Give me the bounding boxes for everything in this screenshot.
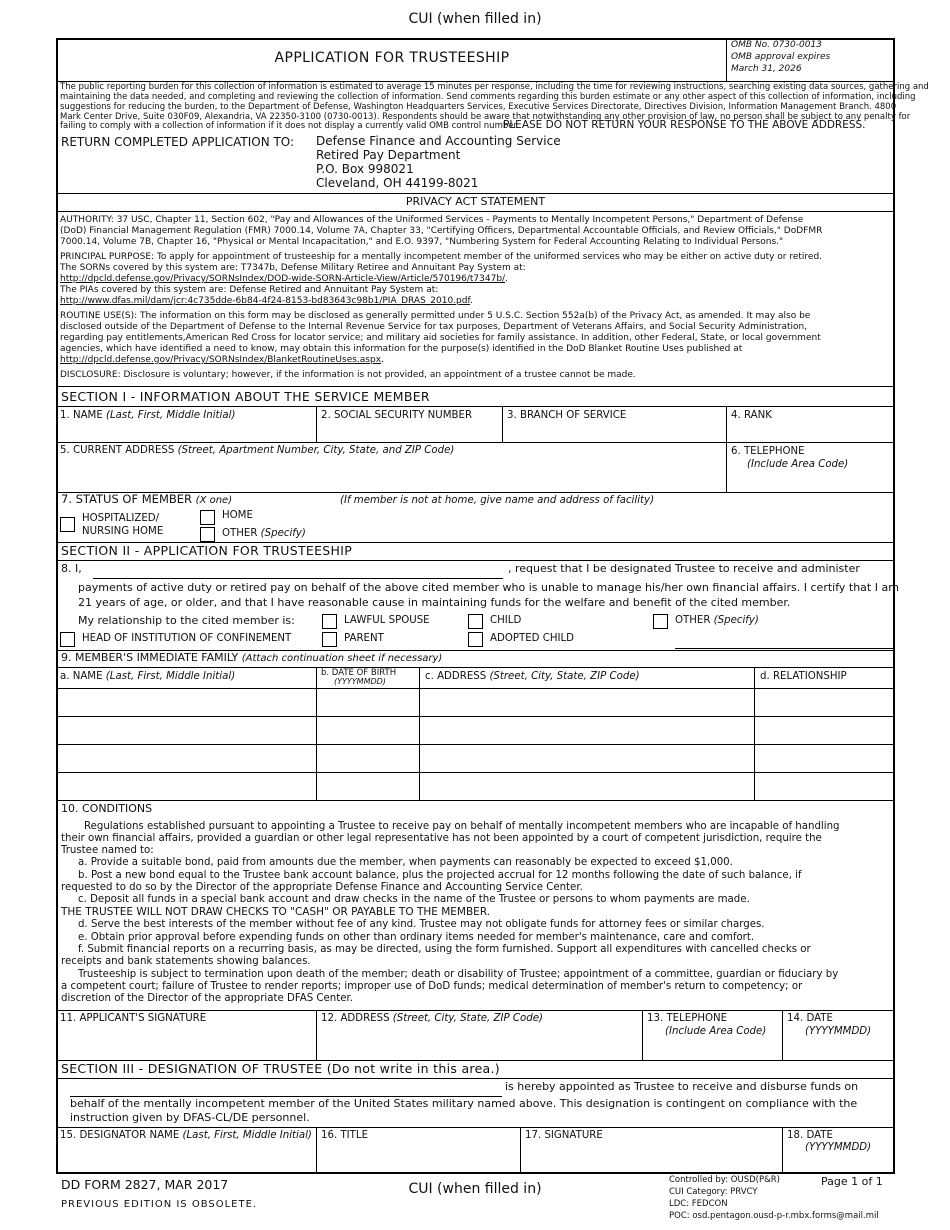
lawful-spouse-checkbox[interactable]	[322, 614, 337, 629]
table-row[interactable]	[58, 689, 893, 716]
label-hint: (Last, First, Middle Initial)	[182, 1130, 312, 1141]
other-relationship-label	[675, 615, 759, 626]
divider	[57, 386, 894, 387]
adopted-child-label: ADOPTED CHILD	[490, 633, 575, 644]
label-hint: (Specify)	[713, 615, 759, 626]
child-checkbox[interactable]	[468, 614, 483, 629]
item8-text: payments of active duty or retired pay on behalf of the above cited member who is unable to manage his/her own financial affairs. I certify that I am	[78, 581, 899, 594]
designator-date-label: 18. DATE	[787, 1130, 833, 1141]
phone-label: 6. TELEPHONE	[731, 446, 805, 457]
family-label	[61, 652, 442, 664]
label-text: a. NAME	[60, 671, 103, 682]
privacy-routine: agencies, which have identified a need to know, may obtain this information for the purpose(s) identified in the DoD Blanket Routine Uses published at	[60, 344, 743, 354]
table-row[interactable]	[58, 773, 893, 800]
label-hint: (Street, City, State, ZIP Code)	[489, 671, 640, 682]
rank-label: 4. RANK	[731, 410, 772, 421]
condition-d: d. Serve the best interests of the member without fee of any kind. Trustee may not obligate funds for attorney fees or similar charges.	[78, 919, 765, 930]
privacy-purpose: The PIAs covered by this system are: Defense Retired and Annuitant Pay System at:	[60, 285, 439, 295]
branch-field[interactable]	[504, 424, 726, 442]
obsolete-note: PREVIOUS EDITION IS OBSOLETE.	[61, 1199, 258, 1210]
adopted-child-checkbox[interactable]	[468, 632, 483, 647]
divider	[726, 39, 727, 81]
privacy-authority: (DoD) Financial Management Regulation (FMR) 7000.14, Volume 7A, Chapter 33, "Certifying Officers, Departmental Accountable Officials, and Review Officials," DoDFMR	[60, 226, 823, 236]
member-name-label	[60, 410, 235, 421]
home-label: HOME	[222, 510, 253, 521]
status-note: (If member is not at home, give name and address of facility)	[340, 495, 655, 506]
routine-link-text[interactable]: http://dpcld.defense.gov/Privacy/SORNsIndex/BlanketRoutineUses.aspx	[60, 355, 382, 365]
label-text: c. ADDRESS	[425, 671, 487, 682]
divider	[520, 1127, 521, 1173]
phone-hint: (Include Area Code)	[747, 459, 849, 470]
routine-link[interactable]: http://dpcld.defense.gov/Privacy/SORNsIndex/BlanketRoutineUses.aspx.	[60, 355, 384, 365]
applicant-phone-field[interactable]	[644, 1040, 782, 1059]
designator-title-label: 16. TITLE	[321, 1130, 369, 1141]
condition-b: requested to do so by the Director of the appropriate Defense Finance and Accounting Service Center.	[61, 882, 583, 893]
appoint-text: is hereby appointed as Trustee to receive and disburse funds on	[505, 1080, 859, 1093]
privacy-disclosure: DISCLOSURE: Disclosure is voluntary; however, if the information is not provided, an appointment of a trustee cannot be made.	[60, 370, 636, 380]
divider	[57, 1127, 894, 1128]
lawful-spouse-label: LAWFUL SPOUSE	[344, 615, 430, 626]
divider	[57, 1010, 894, 1011]
relationship-label: My relationship to the cited member is:	[78, 614, 295, 627]
pia-link-text[interactable]: http://www.dfas.mil/dam/jcr:4c735dde-6b84-4f24-8153-bd83643c98b1/PIA_DRAS_2010.pdf	[60, 296, 470, 306]
condition-b: b. Post a new bond equal to the Trustee bank account balance, plus the projected accrual for 12 months following the date of such balance, if	[78, 870, 802, 881]
head-institution-checkbox[interactable]	[60, 632, 75, 647]
applicant-name-field[interactable]	[93, 562, 503, 578]
home-checkbox[interactable]	[200, 510, 215, 525]
do-not-return: PLEASE DO NOT RETURN YOUR RESPONSE TO THE ABOVE ADDRESS.	[503, 119, 866, 131]
divider	[726, 406, 727, 442]
head-institution-label: HEAD OF INSTITUTION OF CONFINEMENT	[82, 633, 292, 644]
burden-text: suggestions for reducing the burden, to the Department of Defense, Washington Headquarters Services, Executive Services Directorate, Directives Division, Information Management Branch. 4800	[60, 102, 897, 112]
trustee-name-field[interactable]	[70, 1080, 502, 1096]
privacy-routine: disclosed outside of the Department of Defense to the Internal Revenue Service for tax purposes, Department of Veterans Affairs, and Social Security Administration,	[60, 322, 808, 332]
conditions-text: Regulations established pursuant to appointing a Trustee to receive pay on behalf of mentally incompetent members who are incapable of handling	[84, 821, 840, 832]
parent-label: PARENT	[344, 633, 384, 644]
designator-date-field[interactable]	[784, 1155, 893, 1172]
applicant-date-field[interactable]	[784, 1040, 893, 1059]
privacy-authority: 7000.14, Volume 7B, Chapter 16, "Physical or Mental Incapacitation," and E.O. 9397, "Numbering System for Federal Accounting Relating to Individual Persons."	[60, 237, 784, 247]
form-title: APPLICATION FOR TRUSTEESHIP	[274, 50, 510, 66]
omb-date: March 31, 2026	[731, 64, 802, 74]
col-relationship-header: d. RELATIONSHIP	[760, 671, 847, 682]
phone-field[interactable]	[728, 472, 893, 491]
member-name-field[interactable]	[58, 424, 316, 442]
ssn-field[interactable]	[318, 424, 502, 442]
cui-banner-top: CUI (when filled in)	[408, 11, 542, 27]
conditions-text: their own financial affairs, provided a guardian or other legal representative has not been appointed by a court of competent jurisdiction, require the	[61, 833, 822, 844]
condition-e: e. Obtain prior approval before expending funds on other than ordinary items needed for member's maintenance, care and comfort.	[78, 932, 755, 943]
name-underline	[93, 578, 503, 579]
applicant-date-hint: (YYYYMMDD)	[805, 1026, 872, 1037]
col-dob-header: b. DATE OF BIRTH	[321, 668, 397, 678]
return-line: Cleveland, OH 44199-8021	[316, 176, 479, 190]
ldc: LDC: FEDCON	[669, 1199, 728, 1209]
branch-label: 3. BRANCH OF SERVICE	[507, 410, 627, 421]
other-status-label	[222, 528, 306, 539]
sorn-link-text[interactable]: http://dpcld.defense.gov/Privacy/SORNsIndex/DOD-wide-SORN-Article-View/Article/570196/t7347b/	[60, 274, 506, 284]
label-text: 15. DESIGNATOR NAME	[60, 1130, 180, 1141]
condition-f: receipts and bank statements showing balances.	[61, 956, 311, 967]
rank-field[interactable]	[728, 424, 893, 442]
divider	[782, 1010, 783, 1060]
item8-tail: , request that I be designated Trustee to receive and administer	[508, 562, 860, 575]
label-text: OTHER	[675, 615, 711, 626]
privacy-routine: ROUTINE USE(S): The information on this form may be disclosed as generally permitted under 5 U.S.C. Section 552a(b) of the Privacy Act, as amended. It may also be	[60, 311, 811, 321]
divider	[57, 667, 894, 668]
ssn-label: 2. SOCIAL SECURITY NUMBER	[321, 410, 473, 421]
sorn-link[interactable]: http://dpcld.defense.gov/Privacy/SORNsIndex/DOD-wide-SORN-Article-View/Article/570196/t7347b/.	[60, 274, 508, 284]
address-field[interactable]	[58, 458, 726, 491]
divider	[726, 442, 727, 492]
poc: POC: osd.pentagon.ousd-p-r.mbx.forms@mail.mil	[669, 1211, 879, 1221]
parent-checkbox[interactable]	[322, 632, 337, 647]
other-relationship-checkbox[interactable]	[653, 614, 668, 629]
signature-label: 11. APPLICANT'S SIGNATURE	[60, 1013, 207, 1024]
label-text: OTHER	[222, 528, 258, 539]
label-text: 7. STATUS OF MEMBER	[61, 492, 193, 506]
applicant-address-label	[321, 1013, 543, 1024]
applicant-phone-label: 13. TELEPHONE	[647, 1013, 728, 1024]
label-text: 12. ADDRESS	[321, 1013, 390, 1024]
divider	[316, 406, 317, 442]
cui-category: CUI Category: PRVCY	[669, 1187, 758, 1197]
divider	[57, 442, 894, 443]
divider	[316, 1127, 317, 1173]
other-underline	[675, 648, 893, 649]
designator-title-field[interactable]	[318, 1143, 520, 1172]
divider	[57, 1078, 894, 1079]
designator-date-hint: (YYYYMMDD)	[805, 1142, 872, 1153]
applicant-phone-hint: (Include Area Code)	[665, 1026, 767, 1037]
applicant-date-label: 14. DATE	[787, 1013, 833, 1024]
divider	[502, 406, 503, 442]
omb-approval: OMB approval expires	[731, 52, 831, 62]
hospitalized-label: HOSPITALIZED/	[82, 513, 160, 524]
privacy-routine: regarding pay entitlements,American Red Cross for locator service; and military aid societies for family assistance. In addition, other Federal, State, or local government	[60, 333, 821, 343]
divider	[57, 406, 894, 407]
form-id: DD FORM 2827, MAR 2017	[61, 1177, 229, 1192]
condition-c: c. Deposit all funds in a special bank account and draw checks in the name of the Trustee or persons to whom payments are made.	[78, 894, 750, 905]
address-label	[60, 445, 454, 456]
hospitalized-label: NURSING HOME	[82, 526, 164, 537]
condition-f: f. Submit financial reports on a recurring basis, as may be directed, using the form furnished. Support all expenditures with cancelled checks or	[78, 944, 811, 955]
facility-field[interactable]	[340, 508, 893, 541]
label-hint: (Street, City, State, ZIP Code)	[392, 1013, 543, 1024]
designator-name-field[interactable]	[58, 1143, 316, 1172]
omb-number: OMB No. 0730-0013	[731, 40, 822, 50]
col-address-header	[425, 671, 640, 682]
divider	[316, 1010, 317, 1060]
label-hint: (Last, First, Middle Initial)	[105, 671, 236, 682]
divider	[642, 1010, 643, 1060]
table-row[interactable]	[58, 717, 893, 744]
label-text: 1. NAME	[60, 410, 103, 421]
label-hint: (Last, First, Middle Initial)	[106, 410, 236, 421]
termination-text: a competent court; failure of Trustee to render reports; improper use of DoD funds; medical determination of member's return to competency; or	[61, 981, 803, 992]
return-line: Defense Finance and Accounting Service	[316, 134, 561, 148]
designator-signature-label: 17. SIGNATURE	[525, 1130, 603, 1141]
label-text: 9. MEMBER'S IMMEDIATE FAMILY	[61, 651, 239, 664]
designator-signature-field[interactable]	[522, 1143, 782, 1172]
burden-text: The public reporting burden for this collection of information is estimated to average 15 minutes per response, including the time for reviewing instructions, searching existing data sources, gathering and	[60, 82, 929, 92]
conditions-text: Trustee named to:	[61, 845, 154, 856]
applicant-signature-field[interactable]	[58, 1026, 316, 1059]
applicant-address-field[interactable]	[318, 1026, 642, 1059]
condition-a: a. Provide a suitable bond, paid from amounts due the member, when payments can reasonably be expected to exceed $1,000.	[78, 857, 733, 868]
item8-text: 21 years of age, or older, and that I have reasonable cause in maintaining funds for the welfare and benefit of the cited member.	[78, 596, 791, 609]
burden-text: maintaining the data needed, and completing and reviewing the collection of information. Send comments regarding this burden estimate or any other aspect of this collection of information, including	[60, 92, 916, 102]
item8-prefix: 8. I,	[61, 562, 82, 575]
appoint-text: behalf of the mentally incompetent member of the United States military named above. This designation is contingent on compliance with the	[70, 1097, 858, 1110]
burden-text: failing to comply with a collection of information if it does not display a currently valid OMB control number.	[60, 121, 519, 131]
col-name-header	[60, 671, 235, 682]
designator-label	[60, 1130, 312, 1141]
section3-title: SECTION III - DESIGNATION OF TRUSTEE (Do not write in this area.)	[61, 1061, 500, 1076]
hospitalized-checkbox[interactable]	[60, 517, 75, 532]
divider	[57, 560, 894, 561]
privacy-title: PRIVACY ACT STATEMENT	[405, 195, 546, 208]
other-status-checkbox[interactable]	[200, 527, 215, 542]
burden-text: Mark Center Drive, Suite 030F09, Alexandria, VA 22350-3100 (0730-0013). Respondents should be aware that notwithstanding any other provision of law, no person shall be subject to any penalty for	[60, 112, 911, 122]
divider	[782, 1127, 783, 1173]
label-hint: (Attach continuation sheet if necessary)	[241, 653, 443, 664]
termination-text: Trusteeship is subject to termination upon death of the member; death or disability of Trustee; appointment of a committee, guardian or fiduciary by	[78, 969, 839, 980]
label-text: 5. CURRENT ADDRESS	[60, 445, 175, 456]
table-row[interactable]	[58, 745, 893, 772]
termination-text: discretion of the Director of the appropriate DFAS Center.	[61, 993, 354, 1004]
cui-banner-bottom: CUI (when filled in)	[408, 1181, 542, 1197]
return-line: P.O. Box 998021	[316, 162, 414, 176]
divider	[57, 800, 894, 801]
divider	[57, 193, 894, 194]
section1-title: SECTION I - INFORMATION ABOUT THE SERVICE MEMBER	[61, 389, 430, 404]
label-hint: (X one)	[195, 495, 233, 506]
controlled-by: Controlled by: OUSD(P&R)	[669, 1175, 780, 1185]
divider	[57, 211, 894, 212]
privacy-purpose: The SORNs covered by this system are: T7347b, Defense Military Retiree and Annuitant Pay System at:	[60, 263, 526, 273]
return-label: RETURN COMPLETED APPLICATION TO:	[61, 135, 295, 149]
privacy-authority: AUTHORITY: 37 USC, Chapter 11, Section 602, "Pay and Allowances of the Uniformed Services - Payments to Mentally Incompetent Persons," Department of Defense	[60, 215, 804, 225]
return-line: Retired Pay Department	[316, 148, 461, 162]
child-label: CHILD	[490, 615, 522, 626]
label-hint: (Street, Apartment Number, City, State, and ZIP Code)	[177, 445, 455, 456]
section2-title: SECTION II - APPLICATION FOR TRUSTEESHIP	[61, 543, 353, 558]
condition-warning: THE TRUSTEE WILL NOT DRAW CHECKS TO "CASH" OR PAYABLE TO THE MEMBER.	[61, 906, 491, 918]
status-label	[61, 493, 232, 506]
col-dob-hint: (YYYYMMDD)	[334, 677, 386, 686]
appoint-text: instruction given by DFAS-CL/DE personnel.	[70, 1111, 310, 1124]
conditions-title: 10. CONDITIONS	[61, 802, 153, 815]
pia-link[interactable]: http://www.dfas.mil/dam/jcr:4c735dde-6b84-4f24-8153-bd83643c98b1/PIA_DRAS_2010.pdf.	[60, 296, 473, 306]
label-hint: (Specify)	[260, 528, 306, 539]
privacy-purpose: PRINCIPAL PURPOSE: To apply for appointment of trusteeship for a mentally incompetent member of the uniformed services who may be either on active duty or retired.	[60, 252, 823, 262]
page-number: Page 1 of 1	[821, 1175, 883, 1188]
other-relationship-field[interactable]	[675, 630, 893, 648]
